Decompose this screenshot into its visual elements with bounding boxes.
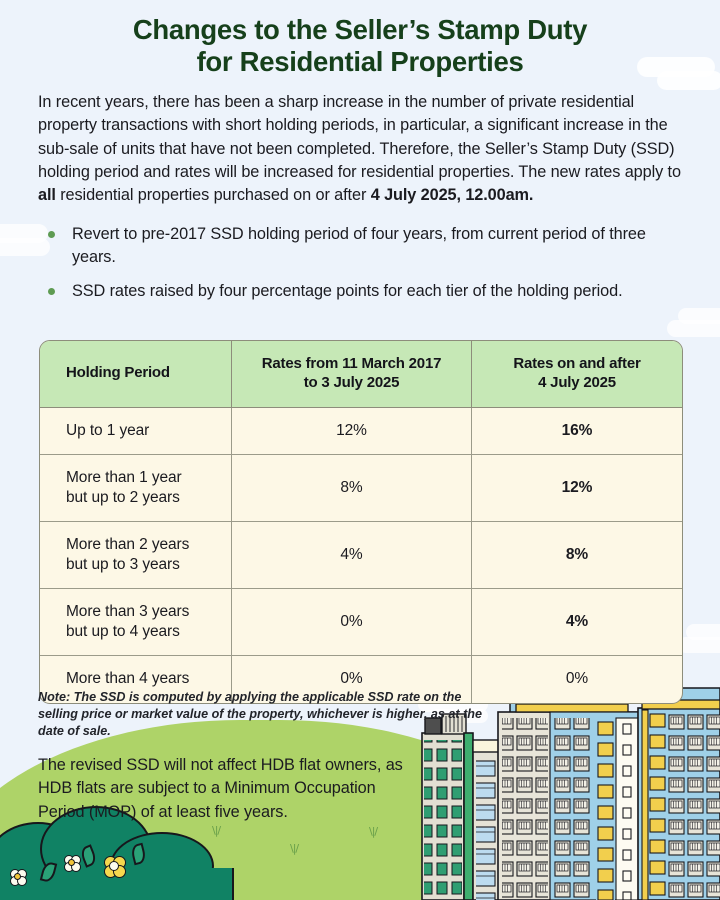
column-header-holding-period: Holding Period [40, 341, 232, 408]
period-line-1: Up to 1 year [66, 421, 150, 439]
period-line-2: but up to 3 years [66, 556, 180, 574]
title-line-2: for Residential Properties [196, 46, 524, 78]
ssd-rates-table [39, 340, 683, 704]
cell-new-rate: 12% [472, 455, 682, 522]
intro-part-2: residential properties purchased on or after [55, 185, 371, 204]
grass-tuft-icon-3: \|/ [369, 825, 378, 838]
bullet-text: SSD rates raised by four percentage points for each tier of the holding period. [72, 282, 623, 301]
cell-old-rate: 8% [232, 455, 472, 522]
list-item [72, 223, 680, 268]
intro-bold-date: 4 July 2025, 12.00am. [370, 185, 534, 204]
table-row [40, 408, 682, 455]
intro-paragraph [38, 91, 682, 207]
period-line-1: More than 2 years [66, 535, 190, 553]
table-note: Note: The SSD is computed by applying the applicable SSD rate on the selling price or market value of the property, whichever is higher, as at the date of sale. [38, 689, 482, 738]
table-row [40, 455, 682, 522]
column-header-old-rates [232, 341, 472, 408]
table-row [40, 522, 682, 589]
flower-icon-yellow [104, 856, 126, 878]
list-item [72, 280, 680, 302]
bullet-dot-icon [48, 231, 55, 238]
period-line-1: More than 3 years [66, 603, 190, 621]
intro-part-1: In recent years, there has been a sharp increase in the number of private residential property transactions with short holding periods, in particular, a significant increase in the sub-sale of units that have not been completed. Therefore, the Seller’s Stamp Duty (SSD) holding period and rates will be increased for residential properties. The new rates apply to [38, 93, 681, 181]
col3-line-2: 4 July 2025 [538, 373, 616, 391]
grass-tuft-icon-1: \|/ [212, 824, 221, 837]
period-line-1: More than 4 years [66, 670, 190, 688]
cell-new-rate: 4% [472, 589, 682, 656]
col3-line-1: Rates on and after [513, 355, 641, 372]
cell-old-rate: 4% [232, 522, 472, 589]
cell-old-rate: 0% [232, 656, 472, 702]
cell-new-rate: 16% [472, 408, 682, 455]
title-line-1: Changes to the Seller’s Stamp Duty [132, 14, 588, 45]
key-changes-list [0, 223, 720, 302]
flower-icon-white-1 [10, 869, 27, 886]
cell-holding-period [40, 589, 232, 656]
cell-old-rate: 12% [232, 408, 472, 455]
period-line-1: More than 1 year [66, 468, 182, 486]
cell-holding-period [40, 408, 232, 455]
page-title [0, 0, 720, 78]
col2-line-1: Rates from 11 March 2017 [261, 355, 442, 372]
table-row [40, 589, 682, 656]
closing-paragraph: The revised SSD will not affect HDB flat owners, as HDB flats are subject to a Minimum Occupation Period (MOP) of at least five years. [38, 756, 403, 821]
cell-holding-period [40, 522, 232, 589]
intro-bold-all: all [38, 185, 56, 204]
flower-icon-white-2 [64, 855, 81, 872]
grass-tuft-icon-2: \|/ [290, 842, 299, 855]
cell-new-rate: 0% [565, 670, 589, 688]
cell-new-rate: 8% [472, 522, 682, 589]
cell-old-rate: 0% [232, 589, 472, 656]
bullet-text: Revert to pre-2017 SSD holding period of four years, from current period of three years. [72, 225, 646, 266]
table-header-row [40, 341, 682, 408]
bullet-dot-icon [48, 288, 55, 295]
period-line-2: but up to 2 years [66, 488, 180, 506]
column-header-new-rates [472, 341, 682, 408]
col2-line-2: to 3 July 2025 [303, 373, 400, 391]
cell-holding-period [40, 455, 232, 522]
period-line-2: but up to 4 years [66, 623, 180, 641]
